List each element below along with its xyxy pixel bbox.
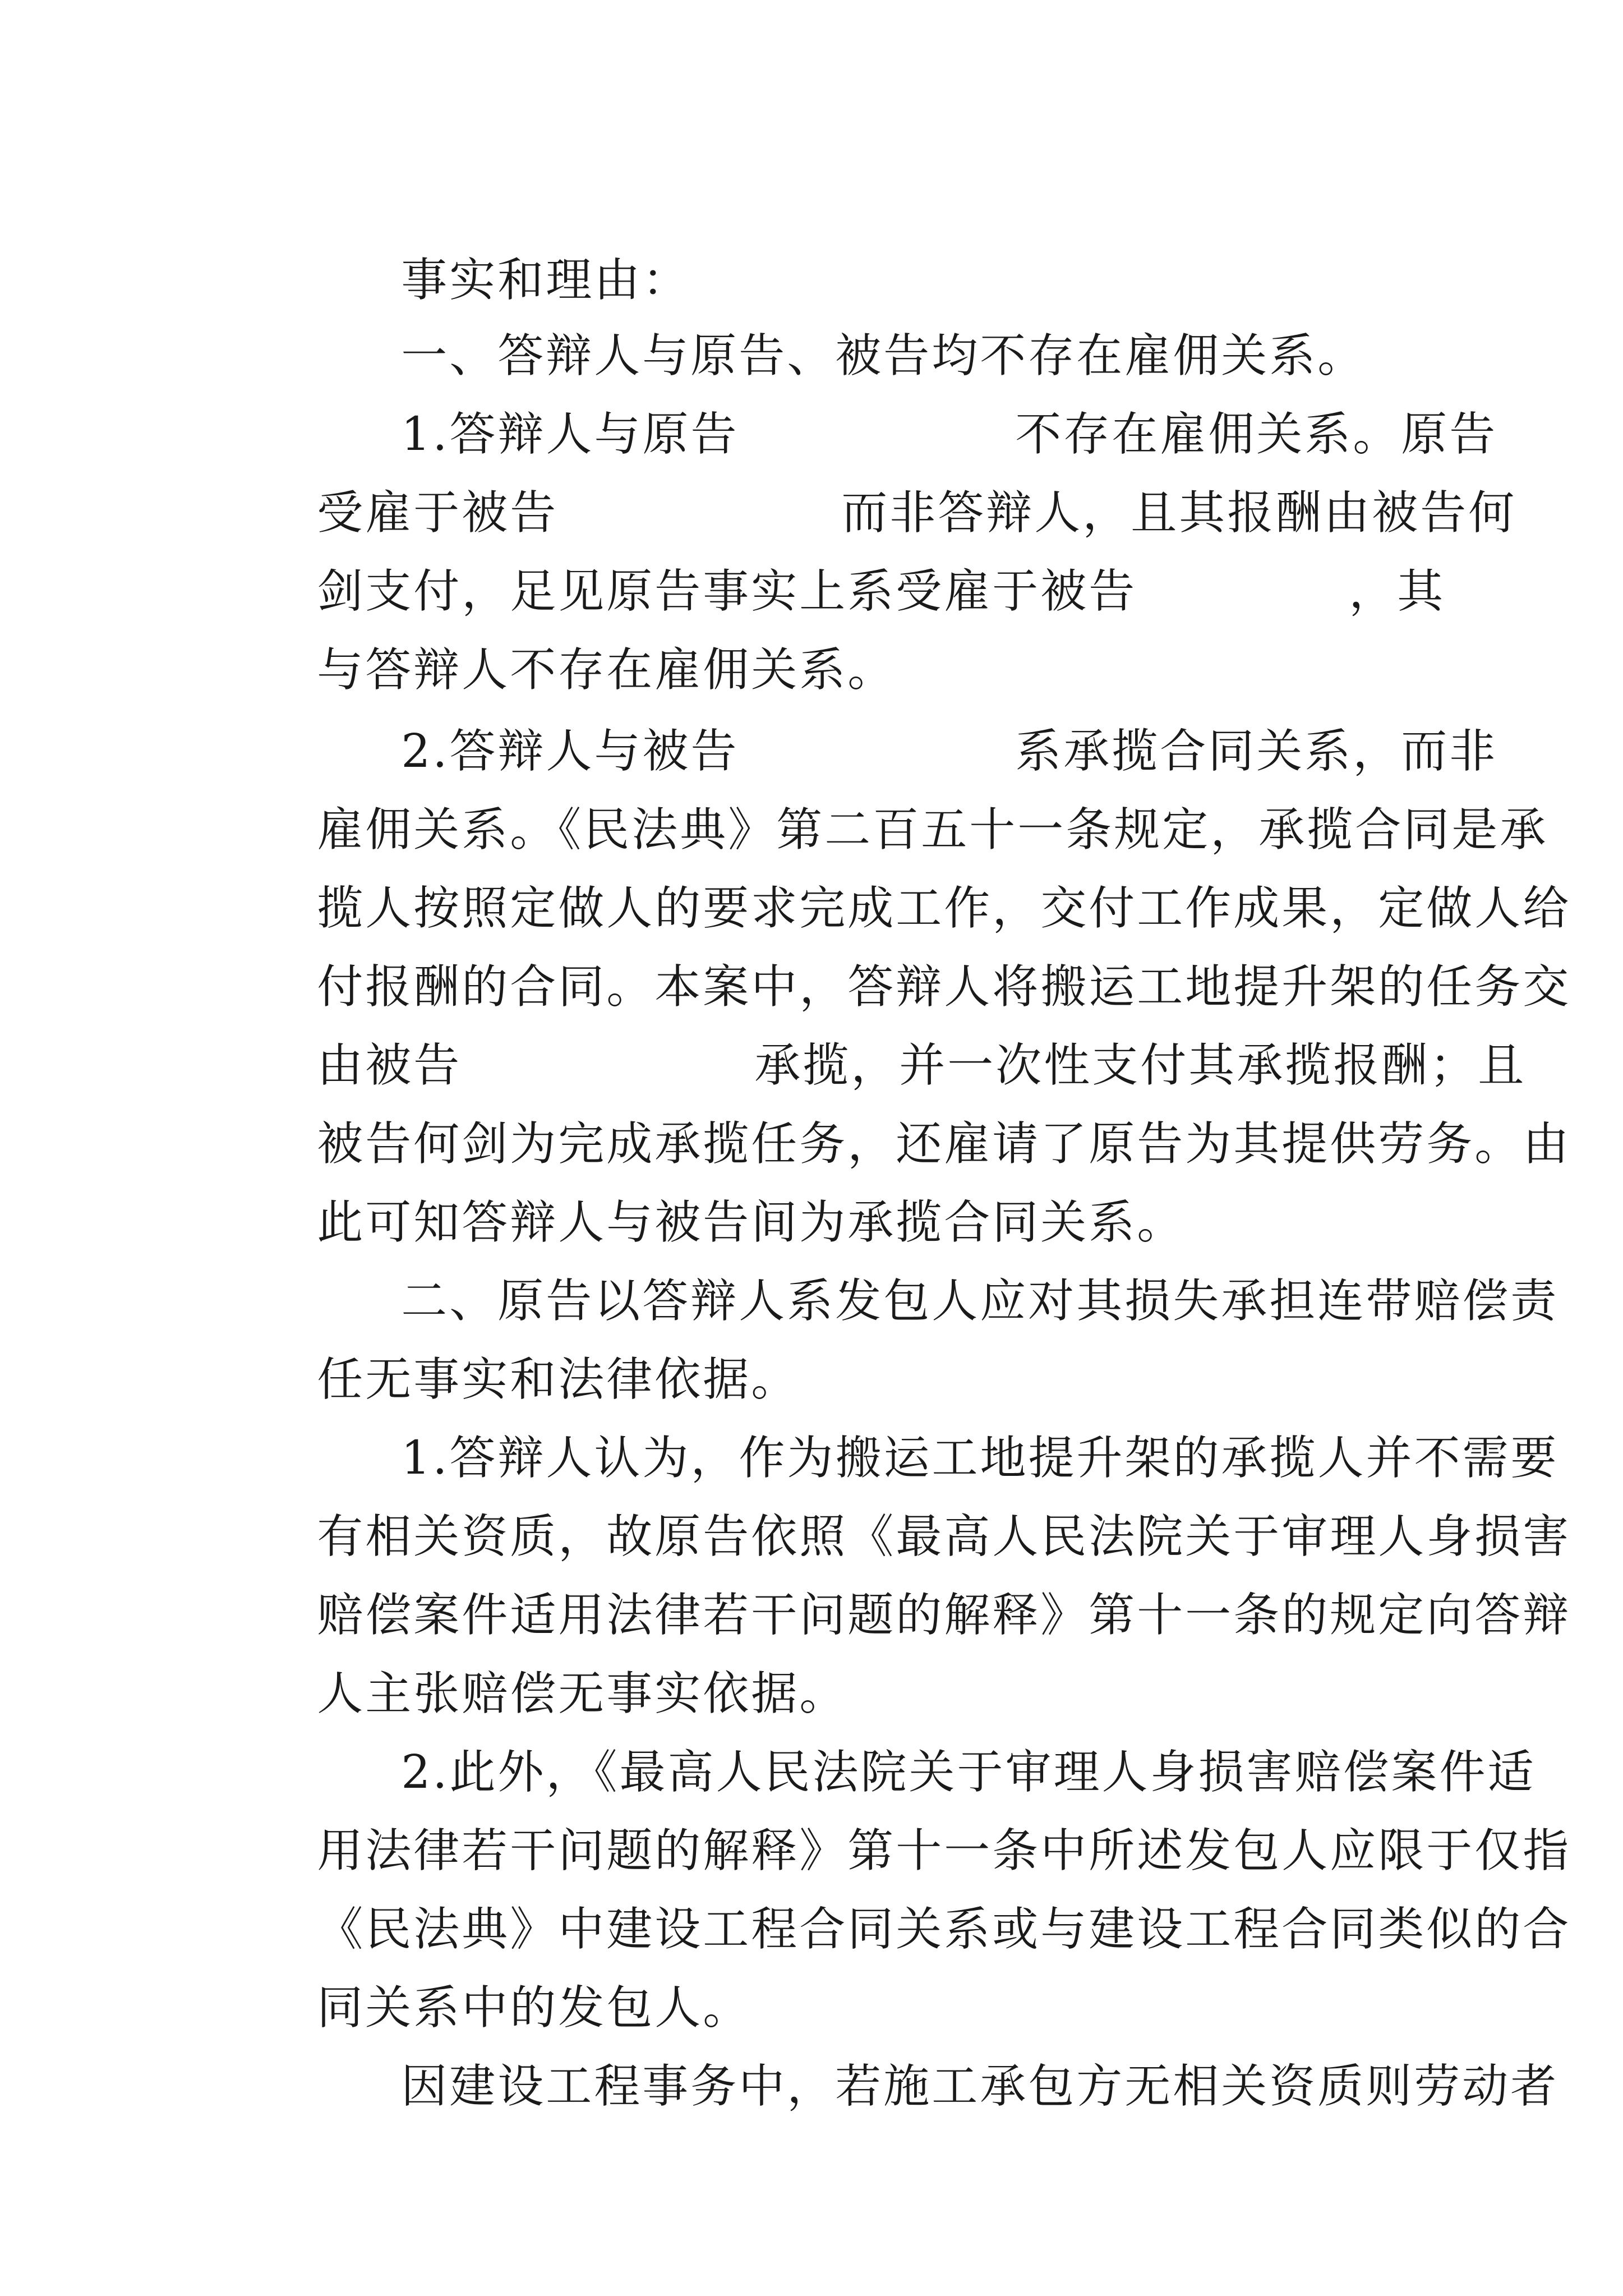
paragraph-2-line-5 [250,982,462,1092]
text-segment: 雇佣关系。《民法典》第二百五十一条规定，承揽合同是承 [317,803,1548,857]
text-segment: 由被告 [317,1039,462,1092]
text-segment: 2.答辩人与被告 [401,725,739,778]
text-segment: 与答辩人不存在雇佣关系。 [317,643,896,697]
text-segment: 剑支付，足见原告事实上系受雇于被告 [317,565,1137,618]
text-segment: 同关系中的发包人。 [317,1981,751,2035]
text-segment: 任无事实和法律依据。 [317,1353,800,1406]
text-segment: 此可知答辩人与被告间为承揽合同关系。 [317,1196,1186,1249]
text-segment: 赔偿案件适用法律若干问题的解释》第十一条的规定向答辩 [317,1589,1571,1642]
text-segment: 1.答辩人与原告 [401,408,739,461]
paragraph-4-line-4 [250,1924,751,2035]
paragraph-2-line-5-cont [687,982,1527,1092]
paragraph-2-line-6 [250,1060,1571,1171]
text-segment: 有相关资质，故原告依照《最高人民法院关于审理人身损害 [317,1510,1571,1563]
text-segment: 二、原告以答辩人系发包人应对其损失承担连带赔偿责 [401,1274,1559,1328]
paragraph-3-line-3 [250,1531,1571,1642]
section-title-1 [334,272,1366,383]
paragraph-2-line-4 [250,903,1571,1014]
heading [334,196,691,307]
text-segment: 承揽，并一次性支付其承揽报酬；且 [754,1039,1527,1092]
paragraph-2-line-1 [334,668,739,778]
paragraph-3-line-2 [250,1453,1571,1563]
paragraph-1-line-3-cont [1281,508,1446,618]
paragraph-2-line-1-cont [948,668,1498,778]
text-segment: 付报酬的合同。本案中，答辩人将搬运工地提升架的任务交 [317,960,1571,1014]
paragraph-2-line-7 [250,1139,1186,1249]
section-title-2-line-2 [250,1296,800,1406]
text-segment: 不存在雇佣关系。原告 [1015,408,1498,461]
paragraph-1-line-2-cont [774,429,1517,540]
text-segment: 人主张赔偿无事实依据。 [317,1667,848,1720]
text-segment: 1.答辩人认为，作为搬运工地提升架的承揽人并不需要 [401,1432,1559,1485]
paragraph-1-line-1-cont [948,351,1498,461]
text-segment: 而非答辩人，且其报酬由被告何 [841,486,1517,540]
section-title-2-line-1 [334,1217,1559,1328]
text-segment: 《民法典》中建设工程合同关系或与建设工程合同类似的合 [317,1903,1571,1956]
paragraph-1-line-3 [250,508,1137,618]
text-segment: 用法律若干问题的解释》第十一条中所述发包人应限于仅指 [317,1824,1571,1878]
text-segment: 揽人按照定做人的要求完成工作，交付工作成果，定做人给 [317,882,1571,935]
text-segment: 系承揽合同关系，而非 [1015,725,1498,778]
paragraph-2-line-2 [250,746,1548,857]
paragraph-1-line-1 [334,351,739,461]
heading-text: 事实和理由： [401,254,691,307]
paragraph-1-line-4 [250,586,896,697]
paragraph-1-line-2 [250,429,559,540]
paragraph-3-line-1 [334,1374,1559,1485]
paragraph-2-line-3 [250,825,1571,935]
paragraph-4-line-2 [250,1767,1571,1878]
text-segment: 被告何剑为完成承揽任务，还雇请了原告为其提供劳务。由 [317,1117,1571,1171]
paragraph-4-line-3 [250,1846,1571,1956]
text-segment: 因建设工程事务中，若施工承包方无相关资质则劳动者 [401,2060,1559,2113]
paragraph-4-line-1 [334,1688,1536,1799]
text-segment: 2.此外，《最高人民法院关于审理人身损害赔偿案件适 [401,1746,1536,1799]
paragraph-5-line-1 [334,2003,1559,2113]
text-segment: 受雇于被告 [317,486,559,540]
section-title-1-text: 一、答辩人与原告、被告均不存在雇佣关系。 [401,329,1366,383]
text-segment: ，其 [1349,565,1446,618]
paragraph-3-line-4 [250,1610,848,1720]
